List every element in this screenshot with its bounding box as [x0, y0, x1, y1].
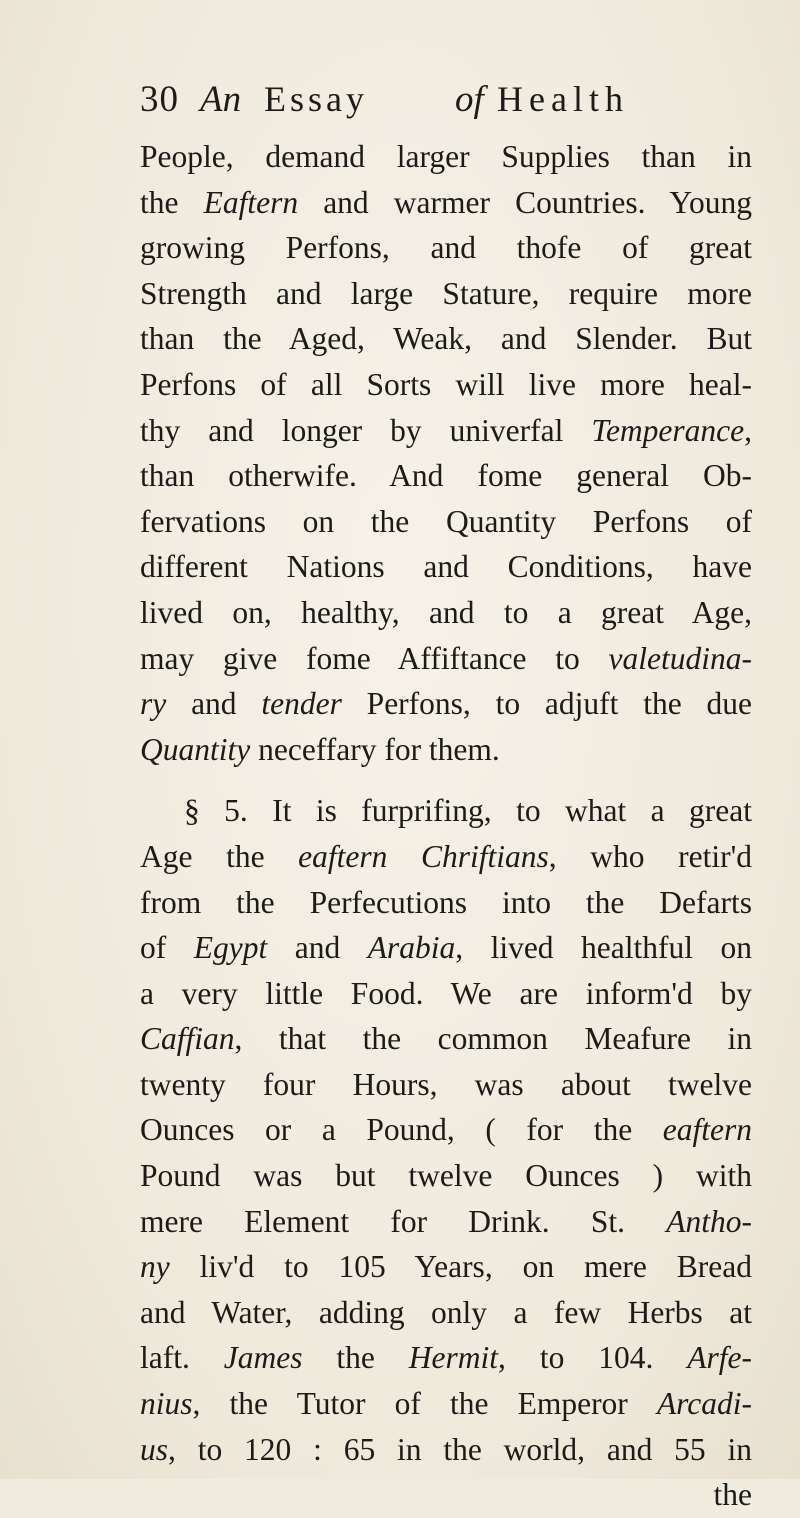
- italic-text: eaftern Chriftians: [298, 838, 549, 874]
- text-line: [140, 1016, 752, 1062]
- text-line: [140, 1244, 752, 1290]
- italic-text: ry: [140, 686, 167, 722]
- text-run: the: [302, 1340, 409, 1376]
- text-run: Pound was but twelve Ounces ) with: [140, 1158, 752, 1194]
- text-run: and: [166, 686, 262, 722]
- text-run: a very little Food. We are inform'd by: [140, 975, 752, 1011]
- italic-text: us: [140, 1431, 169, 1467]
- italic-text: eaftern: [662, 1112, 752, 1148]
- text-line: [140, 590, 752, 636]
- text-line: [140, 225, 752, 271]
- text-run: mere Element for Drink. St.: [140, 1203, 667, 1239]
- text-run: neceffary for them.: [250, 731, 500, 767]
- header-title-of: of: [455, 79, 484, 120]
- text-run: Age the: [140, 838, 299, 874]
- text-line: [140, 1381, 752, 1427]
- text-run: thy and longer by univerfal: [140, 412, 592, 448]
- running-header: [140, 78, 740, 130]
- page-number: 30: [140, 79, 179, 120]
- text-line: [140, 544, 752, 590]
- italic-text: Caffian: [140, 1021, 235, 1057]
- text-line: [140, 1107, 752, 1153]
- text-run: Perfons of all Sorts will live more heal-: [140, 366, 752, 402]
- text-run: Perfons, to adjuft the due: [341, 686, 752, 722]
- header-title-an: An: [200, 79, 242, 120]
- italic-text: ny: [140, 1249, 170, 1285]
- text-run: § 5. It is furprifing, to what a great: [184, 793, 752, 829]
- text-line: [140, 408, 752, 454]
- text-line: [140, 971, 752, 1017]
- italic-text: James: [223, 1340, 303, 1376]
- text-run: Ounces or a Pound, ( for the: [140, 1112, 663, 1148]
- text-run: different Nations and Conditions, have: [140, 549, 752, 585]
- text-run: , that the common Meafure in: [234, 1021, 752, 1057]
- text-line: [140, 727, 752, 773]
- text-run: , to 104.: [498, 1340, 688, 1376]
- text-run: twenty four Hours, was about twelve: [140, 1066, 752, 1102]
- header-title-essay: Essay: [264, 79, 368, 119]
- page-body: [140, 134, 752, 1518]
- text-line: [140, 180, 752, 226]
- text-line: [140, 1062, 752, 1108]
- text-line: [140, 1427, 752, 1473]
- text-run: than the Aged, Weak, and Slender. But: [140, 321, 752, 357]
- text-line: [140, 316, 752, 362]
- paragraph-2: [140, 788, 752, 1472]
- text-line: [140, 362, 752, 408]
- text-run: , the Tutor of the Emperor: [192, 1386, 657, 1422]
- italic-text: tender: [261, 686, 342, 722]
- italic-text: Arcadi-: [656, 1386, 752, 1422]
- text-line: [140, 925, 752, 971]
- italic-text: Eaftern: [203, 184, 299, 220]
- text-run: and Water, adding only a few Herbs at: [140, 1294, 752, 1330]
- text-run: and: [267, 930, 368, 966]
- header-title-health: Health: [497, 79, 629, 119]
- text-line: [140, 1290, 752, 1336]
- text-run: may give fome Affiftance to: [140, 640, 609, 676]
- text-line: [140, 788, 752, 834]
- italic-text: Quantity: [140, 731, 251, 767]
- text-run: , to 120 : 65 in the world, and 55 in: [168, 1431, 752, 1467]
- text-line: [140, 834, 752, 880]
- text-line: [140, 681, 752, 727]
- text-run: , lived healthful on: [455, 930, 752, 966]
- text-line: [140, 1199, 752, 1245]
- text-run: ,: [744, 412, 752, 448]
- italic-text: valetudina-: [608, 640, 752, 676]
- text-run: fervations on the Quantity Perfons of: [140, 503, 752, 539]
- text-line: [140, 499, 752, 545]
- text-run: growing Perfons, and thofe of great: [140, 230, 752, 266]
- text-run: liv'd to 105 Years, on mere Bread: [169, 1249, 752, 1285]
- text-run: than otherwife. And fome general Ob-: [140, 458, 752, 494]
- text-run: and warmer Countries. Young: [298, 184, 752, 220]
- italic-text: Egypt: [193, 930, 268, 966]
- italic-text: Arabia: [367, 930, 456, 966]
- text-run: laft.: [140, 1340, 224, 1376]
- text-line: [140, 134, 752, 180]
- paragraph-1: [140, 134, 752, 772]
- text-line: [140, 1335, 752, 1381]
- paragraph-gap: [140, 772, 752, 788]
- text-line: [140, 636, 752, 682]
- text-run: , who retir'd: [548, 838, 752, 874]
- italic-text: Hermit: [408, 1340, 499, 1376]
- text-line: [140, 1153, 752, 1199]
- text-line: [140, 271, 752, 317]
- italic-text: nius: [140, 1386, 193, 1422]
- italic-text: Antho-: [666, 1203, 752, 1239]
- text-run: People, demand larger Supplies than in: [140, 139, 752, 174]
- text-run: the: [140, 184, 204, 220]
- text-run: Strength and large Stature, require more: [140, 275, 752, 311]
- text-run: of: [140, 930, 194, 966]
- text-run: from the Perfecutions into the Defarts: [140, 884, 752, 920]
- catchword: the: [713, 1477, 752, 1513]
- italic-text: Temperance: [591, 412, 745, 448]
- text-run: lived on, healthy, and to a great Age,: [140, 594, 752, 630]
- text-line: [140, 453, 752, 499]
- italic-text: Arfe-: [687, 1340, 752, 1376]
- text-line: [140, 880, 752, 926]
